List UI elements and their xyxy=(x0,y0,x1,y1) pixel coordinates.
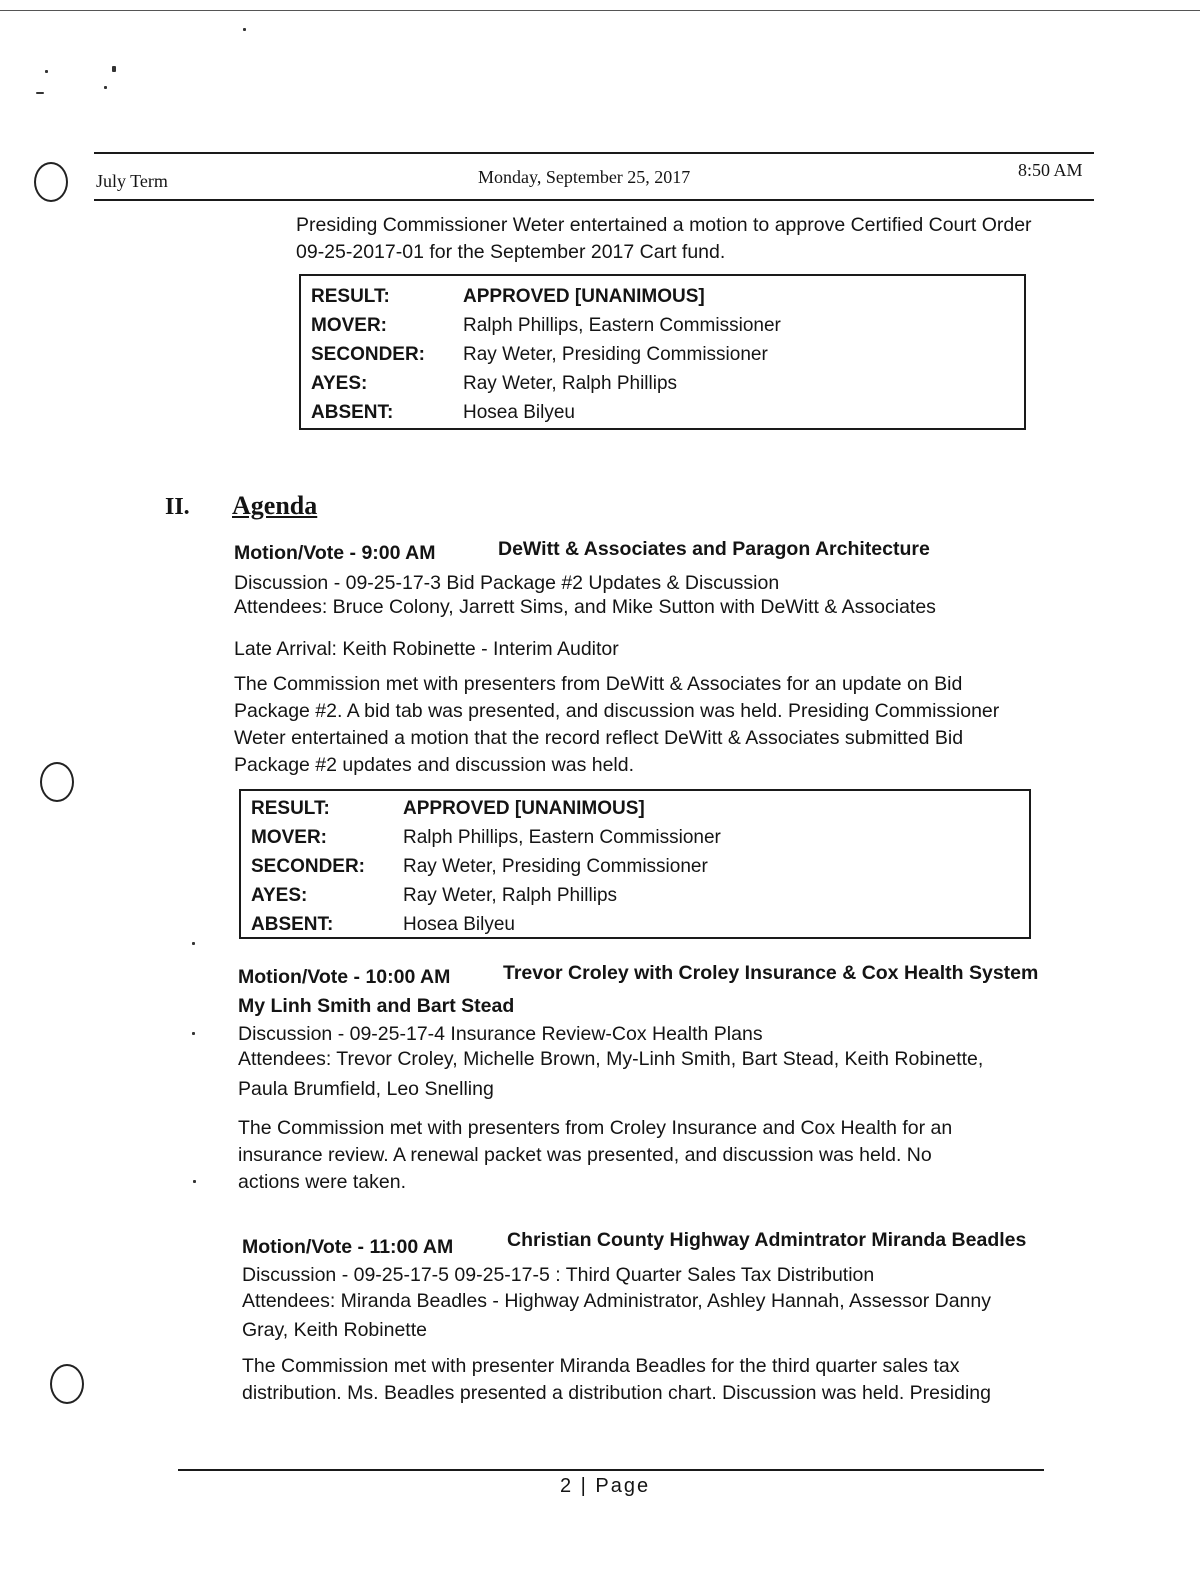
scan-speck xyxy=(36,92,44,94)
section-title: Agenda xyxy=(232,491,318,520)
scan-speck xyxy=(193,1180,196,1183)
vote-result-box xyxy=(299,274,1026,430)
vote-row-absent xyxy=(251,910,1029,939)
scan-speck xyxy=(192,1032,195,1035)
vote-label: MOVER: xyxy=(251,826,327,848)
vote-value: Ray Weter, Presiding Commissioner xyxy=(403,855,708,877)
scan-top-edge xyxy=(0,10,1200,11)
scan-speck xyxy=(112,66,116,72)
vote-value: Hosea Bilyeu xyxy=(403,913,515,935)
page-number: 2 | Page xyxy=(560,1475,651,1497)
vote-label: ABSENT: xyxy=(251,913,334,935)
motion-time: Motion/Vote - 11:00 AM xyxy=(242,1236,454,1258)
scan-speck xyxy=(45,70,48,73)
item-body-paragraph: The Commission met with presenter Miranda Beadles for the third quarter sales tax distribution. Ms. Beadles presented a distribution chart. Discussion was held. Presiding xyxy=(242,1355,991,1404)
vote-label: ABSENT: xyxy=(311,401,394,423)
motion-paragraph: Presiding Commissioner Weter entertained a motion to approve Certified Court Order 09-25-2017-01 for the September 2017 Cart fund. xyxy=(296,214,1032,263)
vote-value: Ray Weter, Presiding Commissioner xyxy=(463,343,768,365)
vote-label: MOVER: xyxy=(311,314,387,336)
motion-presenter: Trevor Croley with Croley Insurance & Cox Health System xyxy=(503,962,1039,984)
vote-label: SECONDER: xyxy=(311,343,426,365)
late-arrival-line: Late Arrival: Keith Robinette - Interim Auditor xyxy=(234,638,619,660)
attendees-line: Attendees: Trevor Croley, Michelle Brown, My-Linh Smith, Bart Stead, Keith Robinette, xyxy=(238,1048,984,1070)
motion-presenter: Christian County Highway Admintrator Miranda Beadles xyxy=(507,1229,1027,1251)
scan-speck xyxy=(192,942,195,945)
motion-presenter: DeWitt & Associates and Paragon Architecture xyxy=(498,538,930,560)
header-date: Monday, September 25, 2017 xyxy=(478,167,691,187)
vote-result-box xyxy=(239,789,1031,939)
item-body-paragraph: The Commission met with presenters from DeWitt & Associates for an update on Bid Package #2. A bid tab was presented, and discussion was held. Presiding Commissioner Weter entertained a motion that the record reflect DeWitt & Associates submitted Bid Package #2 updates and discussion was held. xyxy=(234,673,1000,776)
vote-row-seconder xyxy=(311,340,1024,369)
attendees-line: Attendees: Miranda Beadles - Highway Administrator, Ashley Hannah, Assessor Danny xyxy=(242,1290,991,1312)
attendees-line: Attendees: Bruce Colony, Jarrett Sims, and Mike Sutton with DeWitt & Associates xyxy=(234,596,936,618)
discussion-line: Discussion - 09-25-17-3 Bid Package #2 Updates & Discussion xyxy=(234,572,780,594)
vote-row-seconder xyxy=(251,852,1029,881)
motion-time: Motion/Vote - 10:00 AM xyxy=(238,966,451,988)
header-term: July Term xyxy=(96,171,168,191)
vote-row-ayes xyxy=(311,369,1024,398)
vote-value: Ray Weter, Ralph Phillips xyxy=(403,884,618,906)
item-body-paragraph: The Commission met with presenters from Croley Insurance and Cox Health for an insurance review. A renewal packet was presented, and discussion was held. No actions were taken. xyxy=(238,1117,953,1193)
motion-time: Motion/Vote - 9:00 AM xyxy=(234,542,436,564)
vote-value: APPROVED [UNANIMOUS] xyxy=(403,797,645,819)
vote-label: AYES: xyxy=(251,884,308,906)
vote-label: RESULT: xyxy=(251,797,330,819)
vote-row-mover xyxy=(251,823,1029,852)
vote-row-absent xyxy=(311,398,1024,427)
header-top-rule xyxy=(94,152,1094,154)
attendees-line-2: Gray, Keith Robinette xyxy=(242,1319,427,1341)
vote-row-result xyxy=(311,282,1024,311)
vote-value: APPROVED [UNANIMOUS] xyxy=(463,285,705,307)
vote-label: RESULT: xyxy=(311,285,390,307)
header-time: 8:50 AM xyxy=(1018,160,1083,180)
vote-label: AYES: xyxy=(311,372,368,394)
vote-label: SECONDER: xyxy=(251,855,366,877)
header-bottom-rule xyxy=(94,199,1094,201)
hole-punch-icon xyxy=(40,762,74,802)
vote-row-ayes xyxy=(251,881,1029,910)
footer-rule xyxy=(178,1469,1044,1471)
vote-row-result xyxy=(251,794,1029,823)
vote-row-mover xyxy=(311,311,1024,340)
attendees-line-2: Paula Brumfield, Leo Snelling xyxy=(238,1078,494,1100)
scan-speck xyxy=(104,86,107,89)
section-number: II. xyxy=(165,494,190,520)
motion-presenter-line2: My Linh Smith and Bart Stead xyxy=(238,995,515,1017)
vote-value: Ray Weter, Ralph Phillips xyxy=(463,372,678,394)
vote-value: Ralph Phillips, Eastern Commissioner xyxy=(403,826,721,848)
hole-punch-icon xyxy=(34,162,68,202)
vote-value: Hosea Bilyeu xyxy=(463,401,575,423)
discussion-line: Discussion - 09-25-17-4 Insurance Review-Cox Health Plans xyxy=(238,1023,763,1045)
vote-value: Ralph Phillips, Eastern Commissioner xyxy=(463,314,781,336)
discussion-line: Discussion - 09-25-17-5 09-25-17-5 : Third Quarter Sales Tax Distribution xyxy=(242,1264,875,1286)
scan-speck xyxy=(243,28,246,31)
hole-punch-icon xyxy=(50,1364,84,1404)
